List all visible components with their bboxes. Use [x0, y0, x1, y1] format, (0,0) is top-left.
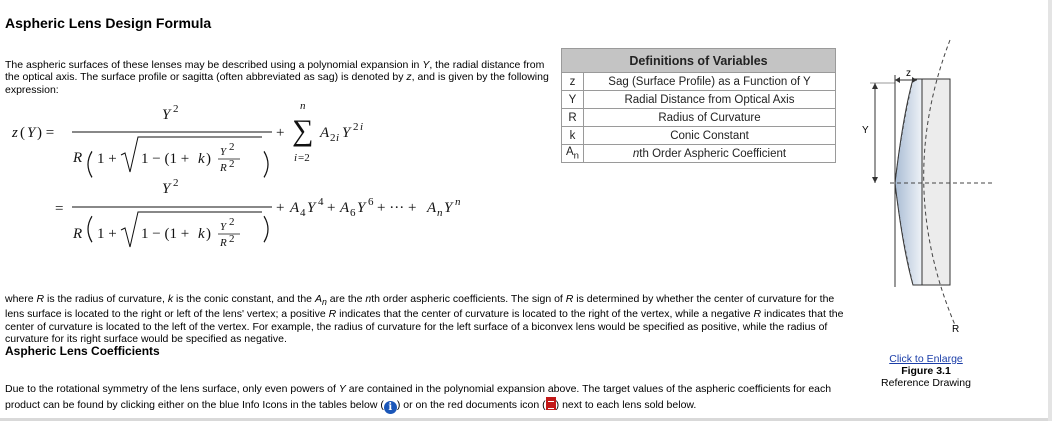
- svg-text:n: n: [300, 100, 306, 112]
- table-row: [562, 109, 836, 127]
- svg-text:2: 2: [353, 121, 359, 133]
- table-row: [562, 91, 836, 109]
- svg-text:R: R: [73, 226, 83, 242]
- click-to-enlarge-link[interactable]: Click to Enlarge: [889, 353, 963, 365]
- svg-text:Y: Y: [444, 200, 453, 216]
- svg-text:Y: Y: [220, 146, 227, 158]
- svg-text:4: 4: [300, 207, 306, 219]
- svg-text:2: 2: [229, 158, 235, 170]
- svg-text:+: +: [276, 200, 285, 216]
- svg-text:Y: Y: [357, 200, 366, 216]
- svg-text:i: i: [336, 132, 340, 144]
- svg-text:Y: Y: [162, 181, 171, 197]
- meaning-cell: Sag (Surface Profile) as a Function of Y: [584, 73, 836, 91]
- svg-text:R: R: [73, 150, 83, 166]
- meaning-cell: Radius of Curvature: [584, 109, 836, 127]
- svg-text:Y: Y: [220, 221, 227, 233]
- label-y: Y: [862, 125, 869, 136]
- intro-paragraph: The aspheric surfaces of these lenses may be described using a polynomial expansion in Y, the radial distance from the optical axis. The surface profile or sagitta (often abbreviated as sag) is denoted by z, and is given by the following expression:: [5, 58, 549, 96]
- svg-text:R: R: [220, 162, 227, 174]
- svg-text:z: z: [12, 125, 18, 141]
- info-icon[interactable]: i: [384, 401, 397, 414]
- svg-text:Y: Y: [342, 125, 351, 141]
- window-right-border: [1048, 0, 1052, 421]
- coefficients-paragraph: Due to the rotational symmetry of the lens surface, only even powers of Y are contained in the polynomial expansion above. The target values of the aspheric coefficients for each product can be found by clicking either on the blue Info Icons in the tables below ( i ) or on the red documents icon ( ) next to each lens sold below.: [5, 382, 832, 413]
- svg-text:(: (: [20, 125, 25, 141]
- svg-text:6: 6: [350, 207, 356, 219]
- svg-text:A: A: [427, 200, 437, 216]
- svg-text:2: 2: [229, 141, 235, 153]
- document-icon[interactable]: [546, 397, 556, 410]
- reference-drawing: [855, 35, 995, 340]
- symbol-cell: $A_n$: [562, 145, 584, 163]
- svg-text:) =: ) =: [37, 125, 55, 141]
- table-row: [562, 145, 836, 163]
- svg-text:A: A: [290, 200, 300, 216]
- svg-text:A: A: [320, 125, 330, 141]
- svg-text:2: 2: [330, 132, 336, 144]
- svg-text:4: 4: [318, 196, 324, 208]
- page-title: Aspheric Lens Design Formula: [5, 15, 212, 31]
- meaning-cell: Radial Distance from Optical Axis: [584, 91, 836, 109]
- svg-text:2: 2: [229, 216, 235, 228]
- svg-text:): ): [206, 226, 211, 242]
- svg-text:k: k: [198, 226, 205, 242]
- coefficients-heading: Aspheric Lens Coefficients: [5, 344, 160, 358]
- svg-text:+: +: [276, 125, 285, 141]
- svg-text:2: 2: [229, 233, 235, 245]
- svg-text:+ ··· +: + ··· +: [377, 200, 417, 216]
- symbol-cell: k: [562, 127, 584, 145]
- figure-caption: [856, 353, 996, 389]
- svg-text:n: n: [455, 196, 461, 208]
- svg-text:i: i: [360, 121, 364, 133]
- svg-text:∑: ∑: [292, 114, 314, 147]
- curvature-paragraph: where R is the radius of curvature, k is the conic constant, and the $A_n$ are the nth order aspheric coefficients. The sign of R is determined by whether the center of curvature for the lens surface is located to the right or left of the lens' vertex; a positive R indicates that the center of curvature is located to the right of the vertex, while a negative R indicates that the center of curvature is located to the left of the vertex. For example, the radius of curvature for the left surface of a biconvex lens would be specified as positive, while the radius of curvature for its right surface would be specified as negative.: [5, 292, 844, 346]
- svg-text:=: =: [55, 201, 64, 217]
- svg-text:A: A: [340, 200, 350, 216]
- definitions-header: Definitions of Variables: [562, 49, 836, 73]
- svg-text:1 − (1 +: 1 − (1 +: [141, 151, 190, 167]
- svg-text:+: +: [327, 200, 336, 216]
- svg-text:1 − (1 +: 1 − (1 +: [141, 226, 190, 242]
- figure-caption-text: Reference Drawing: [881, 377, 971, 389]
- sag-formula: [0, 95, 550, 255]
- svg-text:1 +: 1 +: [97, 151, 117, 167]
- symbol-cell: R: [562, 109, 584, 127]
- svg-text:6: 6: [368, 196, 374, 208]
- svg-text:=2: =2: [298, 152, 310, 164]
- label-z: z: [906, 68, 911, 79]
- svg-text:R: R: [220, 237, 227, 249]
- symbol-cell: Y: [562, 91, 584, 109]
- definitions-table: [561, 48, 836, 163]
- svg-text:Y: Y: [162, 107, 171, 123]
- svg-text:2: 2: [173, 103, 179, 115]
- svg-text:1 +: 1 +: [97, 226, 117, 242]
- table-row: [562, 73, 836, 91]
- svg-text:2: 2: [173, 177, 179, 189]
- svg-text:Y: Y: [27, 125, 36, 141]
- svg-text:n: n: [437, 207, 443, 219]
- table-row: [562, 127, 836, 145]
- svg-text:i: i: [294, 152, 298, 164]
- label-r: R: [952, 324, 960, 335]
- svg-text:Y: Y: [307, 200, 316, 216]
- meaning-cell: Conic Constant: [584, 127, 836, 145]
- svg-text:k: k: [198, 151, 205, 167]
- meaning-cell: nth Order Aspheric Coefficient: [584, 145, 836, 163]
- symbol-cell: z: [562, 73, 584, 91]
- figure-number: Figure 3.1: [901, 365, 951, 377]
- svg-text:): ): [206, 151, 211, 167]
